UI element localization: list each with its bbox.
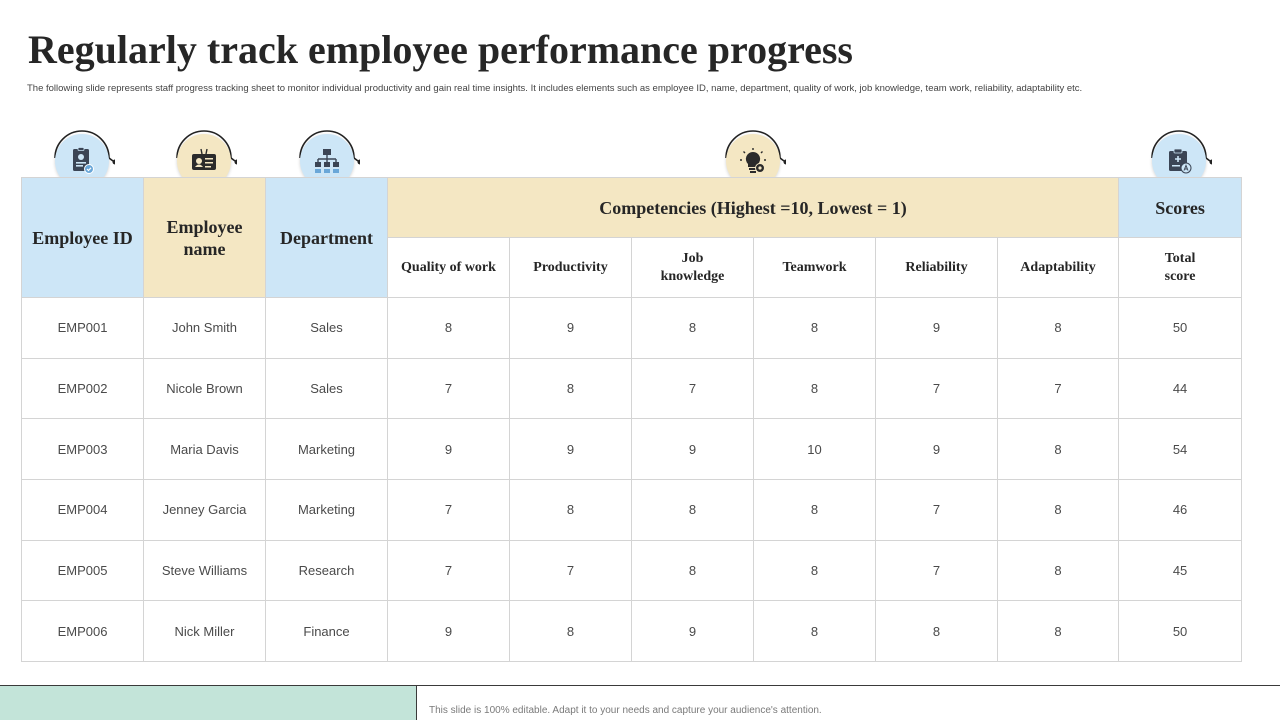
cell-employee-id: EMP002	[22, 358, 144, 419]
cell-department: Finance	[266, 601, 388, 662]
cell-productivity: 8	[510, 358, 632, 419]
cell-quality-of-work: 7	[388, 540, 510, 601]
table-row	[22, 358, 1242, 419]
cell-teamwork: 8	[754, 601, 876, 662]
cell-productivity: 8	[510, 479, 632, 540]
cell-reliability: 7	[876, 358, 998, 419]
cell-department: Marketing	[266, 479, 388, 540]
cell-employee-name: Maria Davis	[144, 419, 266, 480]
cell-employee-name: Nicole Brown	[144, 358, 266, 419]
table-row	[22, 298, 1242, 359]
subheader-teamwork: Teamwork	[754, 238, 876, 298]
table-row	[22, 540, 1242, 601]
cell-quality-of-work: 7	[388, 358, 510, 419]
cell-total-score: 45	[1119, 540, 1242, 601]
cell-reliability: 8	[876, 601, 998, 662]
cell-productivity: 7	[510, 540, 632, 601]
cell-employee-name: Steve Williams	[144, 540, 266, 601]
cell-employee-name: Nick Miller	[144, 601, 266, 662]
cell-productivity: 9	[510, 419, 632, 480]
footer-divider	[416, 686, 417, 720]
cell-quality-of-work: 8	[388, 298, 510, 359]
cell-job-knowledge: 9	[632, 601, 754, 662]
cell-adaptability: 8	[998, 479, 1119, 540]
slide-title: Regularly track employee performance progress	[28, 27, 853, 72]
cell-department: Research	[266, 540, 388, 601]
subheader-quality-of-work: Quality of work	[388, 238, 510, 298]
cell-productivity: 9	[510, 298, 632, 359]
cell-quality-of-work: 9	[388, 601, 510, 662]
id-card-icon	[189, 146, 219, 176]
cell-adaptability: 8	[998, 419, 1119, 480]
header-competencies: Competencies (Highest =10, Lowest = 1)	[388, 178, 1119, 238]
cell-adaptability: 7	[998, 358, 1119, 419]
lightbulb-gear-icon	[738, 146, 768, 176]
cell-teamwork: 10	[754, 419, 876, 480]
cell-quality-of-work: 9	[388, 419, 510, 480]
cell-total-score: 44	[1119, 358, 1242, 419]
subheader-total-score: Total score	[1119, 238, 1242, 298]
footer-accent-block	[0, 686, 416, 720]
scorecard-icon	[1164, 146, 1194, 176]
subheader-productivity: Productivity	[510, 238, 632, 298]
cell-quality-of-work: 7	[388, 479, 510, 540]
cell-job-knowledge: 8	[632, 298, 754, 359]
cell-employee-id: EMP001	[22, 298, 144, 359]
cell-adaptability: 8	[998, 601, 1119, 662]
cell-job-knowledge: 9	[632, 419, 754, 480]
cell-employee-name: Jenney Garcia	[144, 479, 266, 540]
cell-adaptability: 8	[998, 298, 1119, 359]
cell-reliability: 7	[876, 540, 998, 601]
cell-department: Sales	[266, 358, 388, 419]
cell-employee-id: EMP005	[22, 540, 144, 601]
cell-reliability: 9	[876, 419, 998, 480]
table-row	[22, 601, 1242, 662]
cell-reliability: 7	[876, 479, 998, 540]
table-row	[22, 479, 1242, 540]
cell-employee-name: John Smith	[144, 298, 266, 359]
subheader-job-knowledge: Job knowledge	[632, 238, 754, 298]
id-badge-icon	[67, 146, 97, 176]
header-employee-name: Employee name	[144, 178, 266, 298]
cell-adaptability: 8	[998, 540, 1119, 601]
cell-job-knowledge: 8	[632, 479, 754, 540]
header-employee-id: Employee ID	[22, 178, 144, 298]
cell-employee-id: EMP004	[22, 479, 144, 540]
org-chart-icon	[312, 146, 342, 176]
cell-total-score: 54	[1119, 419, 1242, 480]
cell-total-score: 46	[1119, 479, 1242, 540]
cell-employee-id: EMP006	[22, 601, 144, 662]
cell-teamwork: 8	[754, 298, 876, 359]
header-scores: Scores	[1119, 178, 1242, 238]
cell-reliability: 9	[876, 298, 998, 359]
cell-department: Sales	[266, 298, 388, 359]
cell-teamwork: 8	[754, 540, 876, 601]
table-body	[22, 298, 1242, 662]
cell-productivity: 8	[510, 601, 632, 662]
cell-job-knowledge: 8	[632, 540, 754, 601]
cell-job-knowledge: 7	[632, 358, 754, 419]
subheader-adaptability: Adaptability	[998, 238, 1119, 298]
header-department: Department	[266, 178, 388, 298]
cell-teamwork: 8	[754, 358, 876, 419]
cell-department: Marketing	[266, 419, 388, 480]
slide-description: The following slide represents staff progress tracking sheet to monitor individual productivity and gain real time insights. It includes elements such as employee ID, name, department, quality of work, job knowledge, team work, reliability, adaptability etc.	[27, 83, 1083, 94]
performance-table	[21, 177, 1242, 662]
cell-total-score: 50	[1119, 298, 1242, 359]
cell-total-score: 50	[1119, 601, 1242, 662]
footer-note: This slide is 100% editable. Adapt it to your needs and capture your audience's attention.	[429, 705, 822, 716]
table-row	[22, 419, 1242, 480]
cell-employee-id: EMP003	[22, 419, 144, 480]
subheader-reliability: Reliability	[876, 238, 998, 298]
cell-teamwork: 8	[754, 479, 876, 540]
